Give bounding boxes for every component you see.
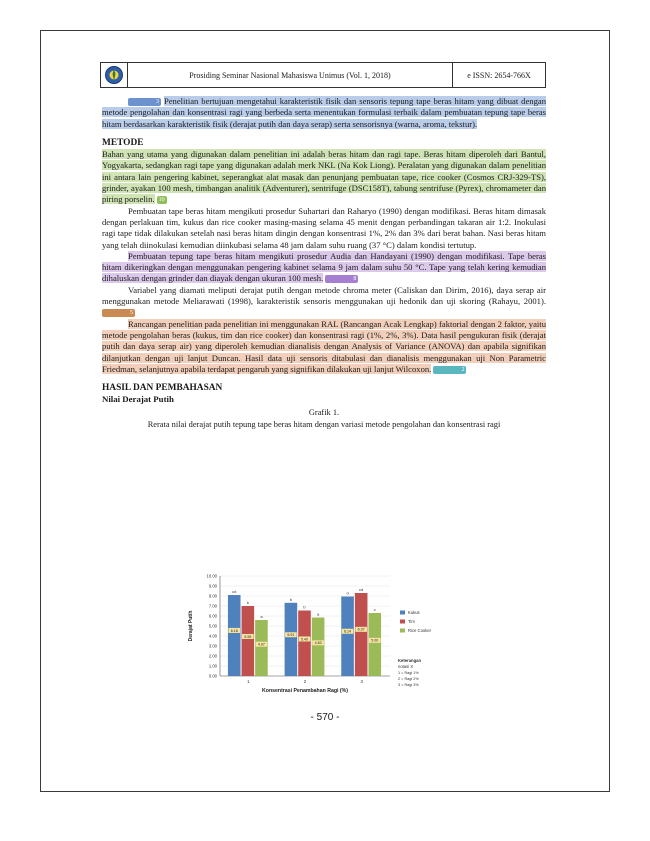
paper-body (102, 96, 546, 431)
bar (355, 593, 368, 676)
annotation-badge[interactable]: 2 (433, 366, 466, 374)
bar (298, 611, 311, 677)
data-label: 4.07 (257, 642, 265, 647)
page-number: - 570 - (310, 712, 340, 723)
keterangan-line: notasi X (398, 664, 414, 669)
data-label: 5.40 (301, 637, 308, 642)
annotation-badge[interactable]: 10 (158, 197, 165, 204)
metode-paragraph-2: Pembuatan tape beras hitam mengikuti prosedur Suhartari dan Raharyo (1990) dengan modifikasi. Beras hitam dimasak dengan perlakuan tim, kukus dan rice cooker masing-masing selama 45 menit dengan perbandingan takaran air 1:2. Inokulasi ragi tape tidak dilakukan setelah nasi beras hitam dingin dengan konsentrasi 1%, 2% dan 3% dari berat bahan. Nasi beras hitam yang telah diinokulasi kemudian diinkubasi selama 48 jam dalam suhu ruang (37 °C) dalam kondisi tertutup. (102, 205, 546, 250)
bar (368, 613, 381, 676)
y-tick-label: 7.00 (208, 603, 217, 609)
legend-swatch (400, 620, 405, 624)
data-label: 6.37 (357, 627, 365, 632)
bar-letter-label: cd (359, 587, 364, 592)
bar-letter-label: d (346, 590, 349, 596)
legend-swatch (400, 629, 405, 633)
y-axis-label: Derajat Putih (188, 610, 194, 642)
bar (312, 618, 325, 677)
bar (285, 603, 298, 676)
legend-label: Kukus (408, 610, 420, 615)
chart-derajat-putih (178, 570, 478, 700)
legend-label: Tim (408, 619, 415, 624)
y-tick-label: 9.00 (208, 583, 217, 589)
journal-title: Prosiding Seminar Nasional Mahasiswa Unimus (Vol. 1, 2018) (128, 63, 453, 87)
bar (228, 595, 241, 676)
legend-label: Rice Cooker (408, 628, 432, 633)
y-tick-label: 3.00 (208, 643, 217, 649)
annotation-badge[interactable]: 3 (128, 98, 161, 106)
chart-svg (178, 570, 478, 700)
bar-letter-label: cd (232, 589, 237, 594)
y-tick-label: 5.00 (208, 623, 217, 629)
metode-paragraph-3: Pembuatan tepung tape beras hitam mengikuti prosedur Audia dan Handayani (1990) dengan modifikasi. Tape beras hitam dikeringkan dengan menggunakan pengering kabinet selama 9 jam dalam suhu 50 °C. Tape yang telah kering kemudian dihaluskan dengan grinder dan diayak dengan ukuran 100 mesh. 8 (102, 250, 546, 284)
data-label: 4.83 (314, 641, 322, 646)
metode-paragraph-5: Rancangan penelitian pada penelitian ini menggunakan RAL (Rancangan Acak Lengkap) faktorial dengan 2 faktor, yaitu metode pengolahan beras (kukus, tim dan rice cooker) dan konsentrasi ragi (1%, 2%, 3%). Data hasil pengukuran fisik (derajat putih dan daya serap air) yang diperoleh kemudian dianalisis dengan Analysis of Variance (ANOVA) dan apabila signifikan dilanjutkan dengan uji lanjut Duncan. Hasil data uji sensoris ditabulasi dan dianalisis menggunakan uji Non Parametric Friedman, selanjutnya apabila terdapat pengaruh yang signifikan dilakukan uji lanjut Wilcoxon. 2 (102, 318, 546, 374)
bar-letter-label: b (246, 600, 249, 605)
bar-letter-label: b (289, 596, 293, 602)
x-tick-label: 3 (360, 679, 363, 684)
keterangan-line: 2 = Ragi 2% (398, 677, 419, 681)
keterangan-line: 3 = Ragi 3% (398, 683, 419, 687)
hasil-heading: HASIL DAN PEMBAHASAN (102, 383, 223, 394)
unimus-logo-icon (101, 63, 128, 87)
figure-caption: Rerata nilai derajat putih tepung tape beras hitam dengan variasi metode pengolahan dan konsentrasi ragi (147, 420, 501, 430)
bar-letter-label: a (260, 614, 263, 619)
intro-paragraph: 3 Penelitian bertujuan mengetahui karakteristik fisik dan sensoris tepung tape beras hitam yang dibuat dengan metode pengolahan dan konsentrasi ragi yang berbeda serta menentukan formulasi terbaik dalam pembuatan tepung tape beras hitam berdasarkan karakteristik fisik (derajat putih dan daya serap) serta sensorisnya (warna, aroma, tekstur). (102, 96, 546, 129)
metode-heading: METODE (102, 137, 144, 148)
journal-issn: e ISSN: 2654-766X (467, 70, 531, 80)
annotation-badge[interactable]: 5 (102, 309, 135, 317)
bar (341, 597, 354, 677)
legend-swatch (400, 611, 405, 615)
x-tick-label: 1 (247, 679, 250, 684)
y-tick-label: 2.00 (208, 653, 217, 659)
y-tick-label: 4.00 (208, 633, 217, 639)
derajat-putih-subheading: Nilai Derajat Putih (102, 394, 174, 405)
data-label: 6.18 (230, 628, 238, 633)
data-label: 6.14 (344, 629, 352, 634)
bar (242, 606, 255, 676)
metode-paragraph-4: Variabel yang diamati meliputi derajat putih dengan metode chroma meter (Caliskan dan Dirim, 2016), daya serap air menggunakan metode Meliarawati (1998), karakteristik sensoris menggunakan uji hedonik dan uji skoring (Rahayu, 2001). 5 (102, 284, 546, 317)
bar-letter-label: a (316, 611, 320, 617)
data-label: 5.55 (244, 634, 252, 639)
figure-label: Grafik 1. (308, 407, 340, 417)
y-tick-label: 6.00 (208, 613, 217, 619)
keterangan-line: 1 = Ragi 1% (398, 671, 419, 675)
x-axis-label: Konsentrasi Penambahan Ragi (%) (262, 688, 348, 694)
bar (255, 620, 268, 676)
data-label: 5.91 (287, 633, 295, 638)
data-label: 5.00 (371, 638, 379, 643)
metode-paragraph-1: Bahan yang utama yang digunakan dalam penelitian ini adalah beras hitam dan ragi tape. Beras hitam diperoleh dari Bantul, Yogyakarta, sedangkan ragi tape yang digunakan adalah merk NKL (Na Kok Liong). Peralatan yang digunakan dalam penelitian ini antara lain pengering kabinet, seperangkat alat masak dan penunjang pembuatan tape, rice cooker (Cosmos CRJ-329-TS), grinder, ayakan 100 mesh, timbangan analitik (Adventurer), sentrifuge (DSC158T), tabung sentrifuse (Pyrex), chromameter dan piring porselin. 10 (102, 149, 546, 205)
annotation-badge[interactable]: 8 (325, 275, 358, 283)
bar-letter-label: c (373, 607, 376, 612)
y-tick-label: 8.00 (208, 593, 217, 599)
y-tick-label: 0.00 (208, 673, 217, 679)
y-tick-label: 1.00 (208, 663, 217, 669)
journal-header (100, 62, 546, 88)
y-tick-label: 10.00 (206, 573, 217, 579)
x-tick-label: 2 (303, 679, 307, 684)
bar-letter-label: b (303, 604, 306, 610)
keterangan-line: Keterangan (398, 658, 422, 663)
